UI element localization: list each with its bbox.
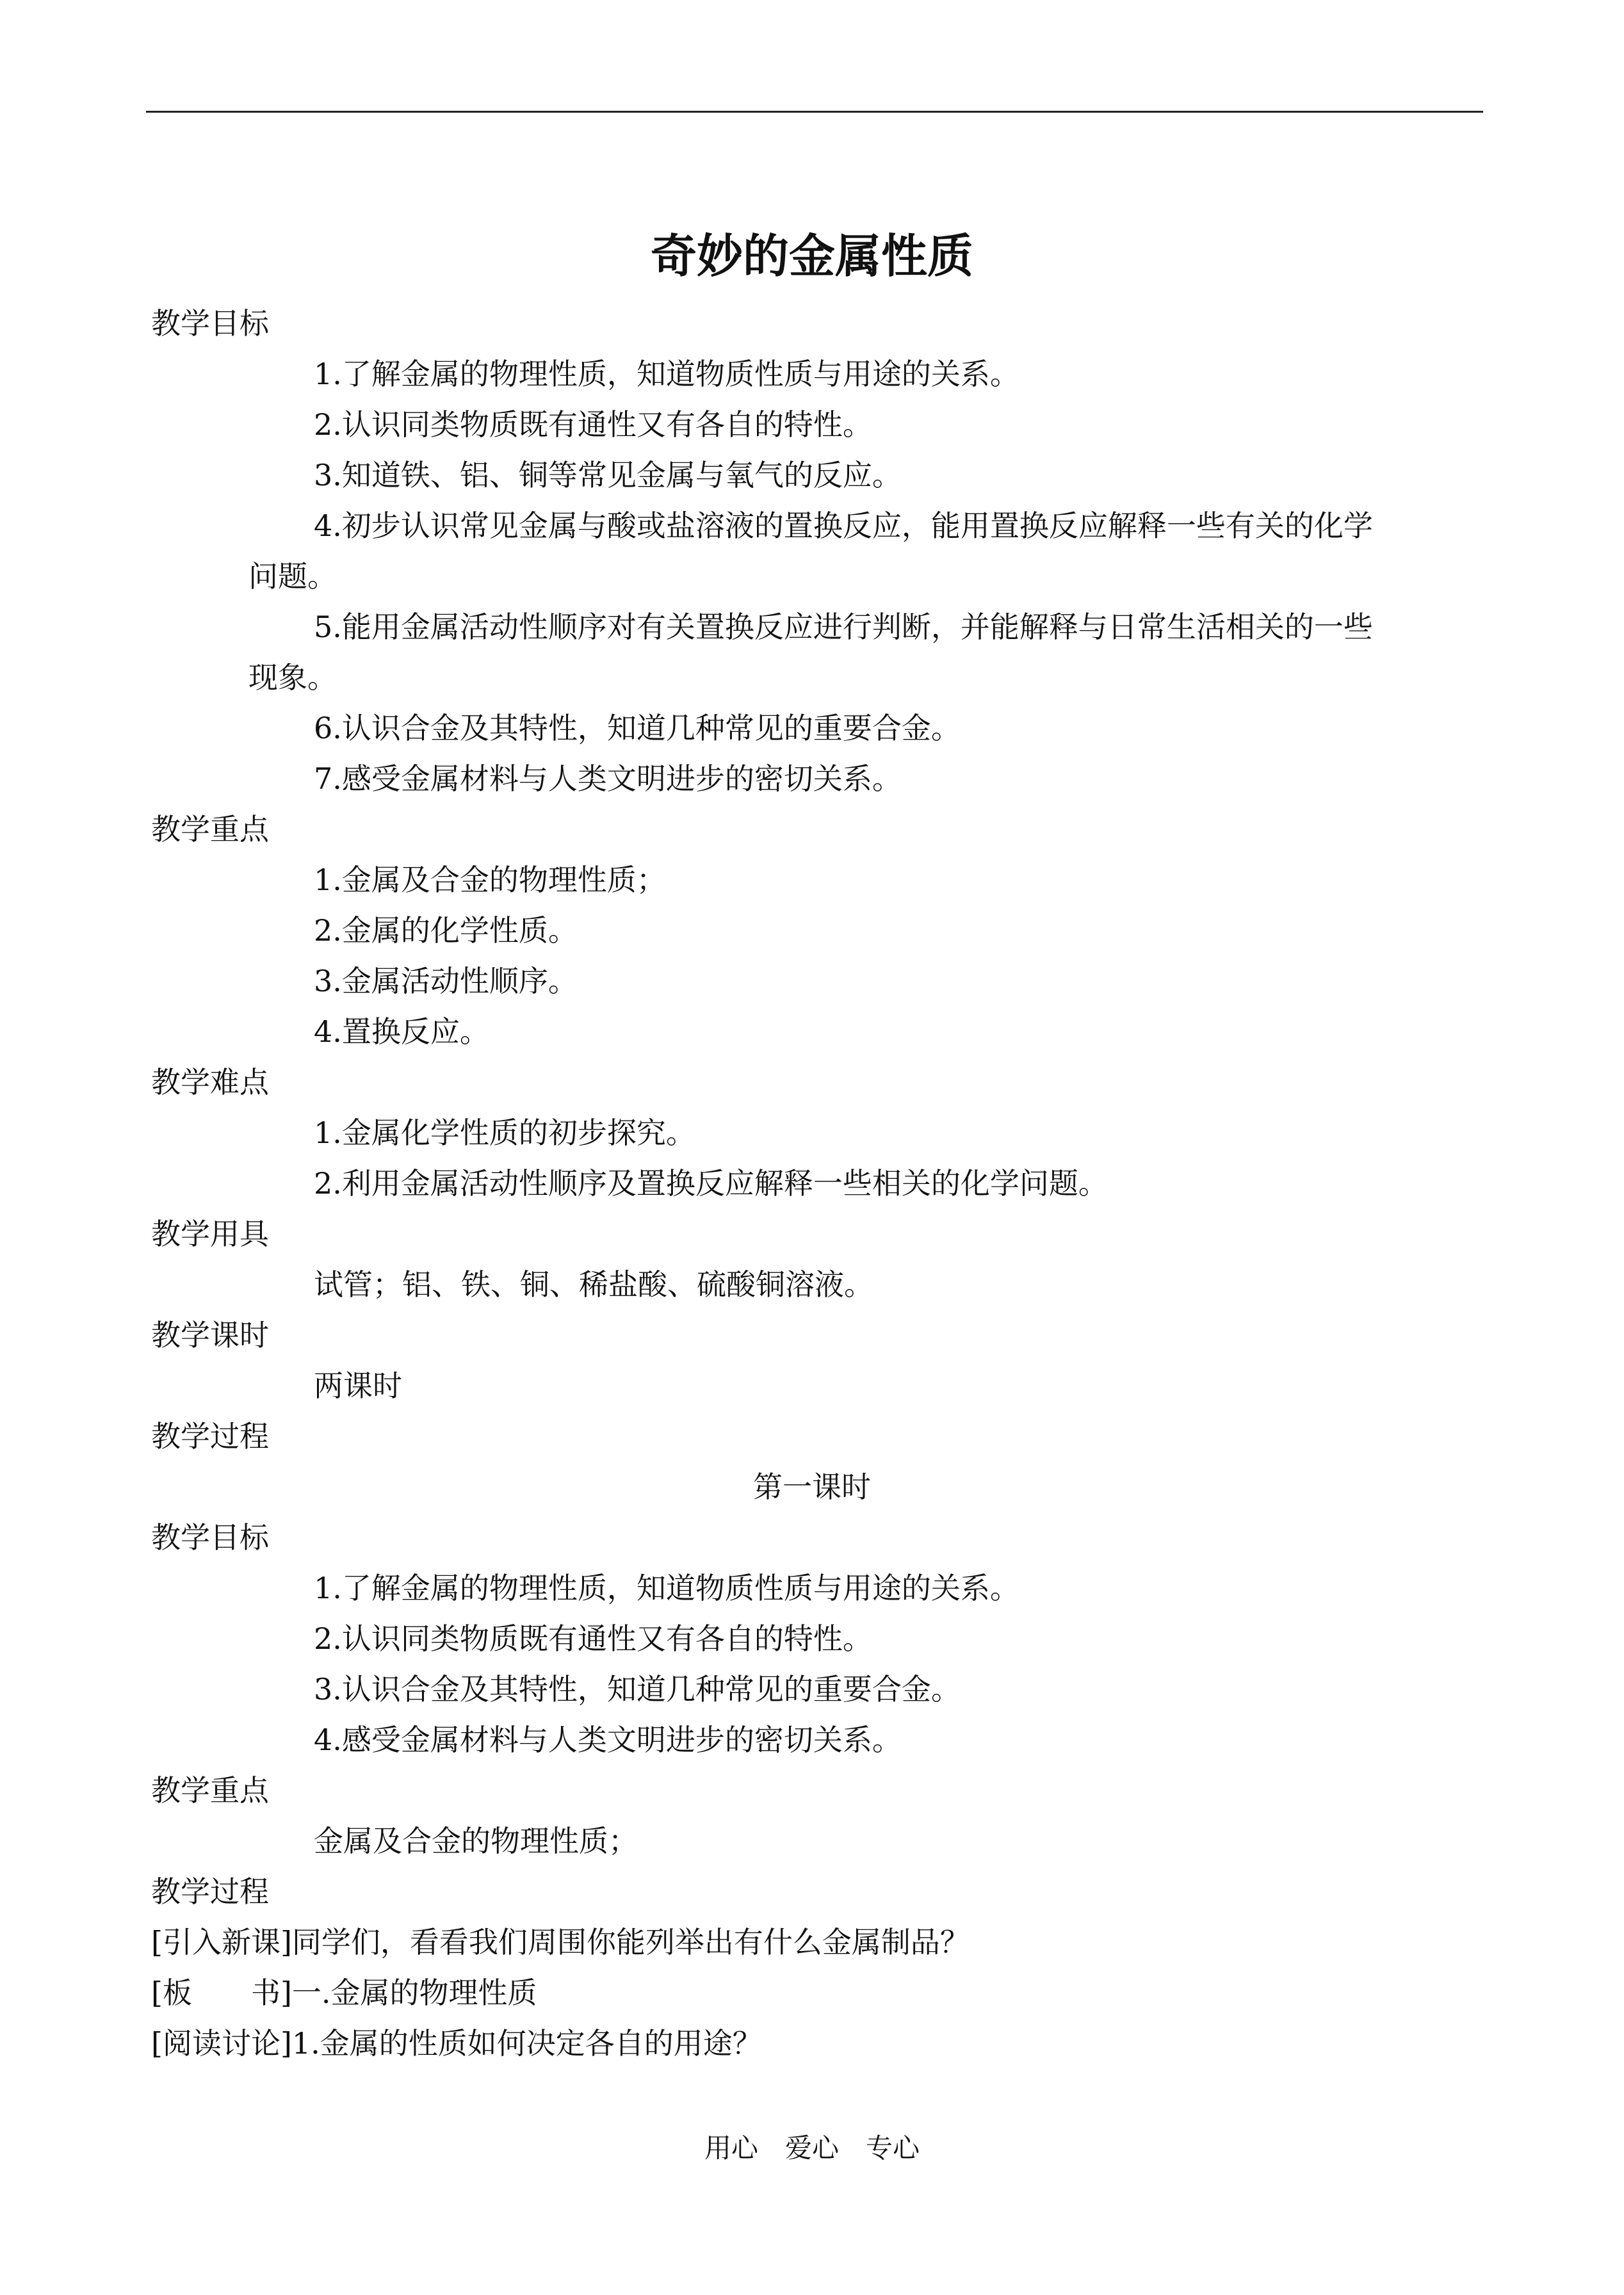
key-point-item-3: 3.金属活动性顺序。: [314, 964, 578, 998]
page-footer: 用心 爱心 专心: [704, 2132, 920, 2164]
key-point-item-4: 4.置换反应。: [314, 1014, 489, 1049]
objective-item-4: 4.初步认识常见金属与酸或盐溶液的置换反应，能用置换反应解释一些有关的化学: [314, 508, 1373, 543]
tools-item: 试管；铝、铁、铜、稀盐酸、硫酸铜溶液。: [314, 1267, 873, 1302]
difficulty-item-1: 1.金属化学性质的初步探究。: [314, 1115, 695, 1150]
section-heading-tools: 教学用具: [151, 1217, 269, 1251]
key-point-item-2: 2.金属的化学性质。: [314, 913, 578, 948]
lesson1-objective-item-2: 2.认识同类物质既有通性又有各自的特性。: [314, 1621, 872, 1656]
section-heading-objectives: 教学目标: [151, 306, 269, 341]
section-heading-periods: 教学课时: [151, 1318, 269, 1352]
page-title: 奇妙的金属性质: [650, 229, 973, 283]
header-rule: [146, 111, 1483, 113]
lesson1-key-point-item: 金属及合金的物理性质；: [314, 1824, 638, 1858]
section-heading-key-points: 教学重点: [151, 812, 269, 847]
difficulty-item-2: 2.利用金属活动性顺序及置换反应解释一些相关的化学问题。: [314, 1166, 1108, 1201]
periods-item: 两课时: [314, 1368, 402, 1403]
key-point-item-1: 1.金属及合金的物理性质；: [314, 863, 666, 897]
section-heading-lesson1-key-points: 教学重点: [151, 1773, 269, 1808]
objective-item-6: 6.认识合金及其特性，知道几种常见的重要合金。: [314, 711, 961, 745]
section-heading-process: 教学过程: [151, 1419, 269, 1454]
objective-item-5-cont: 现象。: [248, 660, 337, 695]
process-line-intro: [引入新课]同学们，看看我们周围你能列举出有什么金属制品？: [151, 1925, 970, 1959]
objective-item-1: 1.了解金属的物理性质，知道物质性质与用途的关系。: [314, 357, 1019, 391]
objective-item-7: 7.感受金属材料与人类文明进步的密切关系。: [314, 761, 902, 796]
objective-item-4-cont: 问题。: [248, 559, 337, 594]
lesson1-objective-item-1: 1.了解金属的物理性质，知道物质性质与用途的关系。: [314, 1571, 1019, 1605]
section-heading-lesson1-objectives: 教学目标: [151, 1520, 269, 1555]
objective-item-3: 3.知道铁、铝、铜等常见金属与氧气的反应。: [314, 458, 902, 492]
objective-item-5: 5.能用金属活动性顺序对有关置换反应进行判断，并能解释与日常生活相关的一些: [314, 610, 1373, 644]
process-line-reading: [阅读讨论]1.金属的性质如何决定各自的用途？: [151, 2026, 762, 2061]
section-heading-difficulties: 教学难点: [151, 1065, 269, 1099]
process-line-board: [板 书]一.金属的物理性质: [151, 1975, 537, 2010]
section-heading-lesson1-process: 教学过程: [151, 1874, 269, 1909]
lesson-subtitle: 第一课时: [753, 1470, 871, 1504]
lesson1-objective-item-4: 4.感受金属材料与人类文明进步的密切关系。: [314, 1723, 902, 1757]
objective-item-2: 2.认识同类物质既有通性又有各自的特性。: [314, 407, 872, 442]
lesson1-objective-item-3: 3.认识合金及其特性，知道几种常见的重要合金。: [314, 1672, 961, 1707]
